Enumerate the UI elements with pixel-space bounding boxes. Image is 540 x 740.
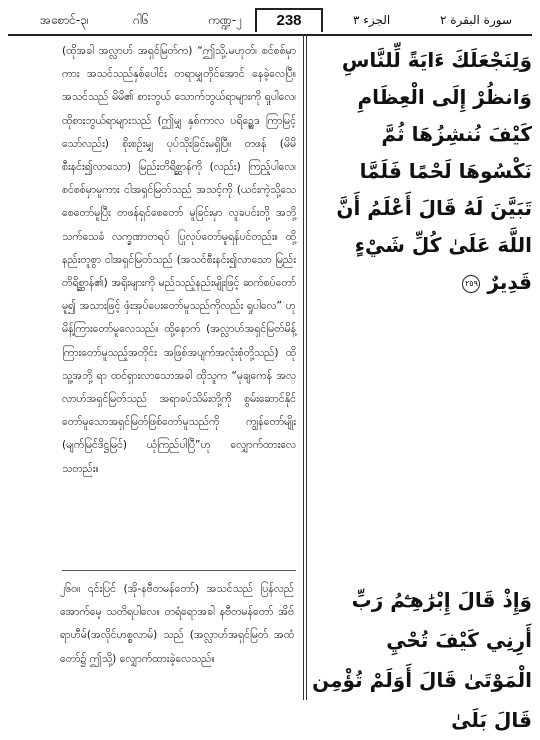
translation-verse-259: (ထိုအခါ အလ္လာဟ် အရှင်မြတ်က) “ဤသို့.မဟုတ်၊ စင်စစ်မှာကား အသင်သည်နှစ်ပေါင်း တရာမျှတိုင်အောင် နေခဲ့လေပြီ။ အသင်သည် မိမိ၏ စားဘွယ် သောက်ဘွယ်ရာများကို ရှုပါလေ၊ ထိုစားဘွယ်ရာများသည် (ဤမျှ နှစ်ကာလ ပရိဉ္ဆေဒ ကြာမြင့်သော်လည်း) စိုးစဉ်းမျှ ပုပ်သိုးခြင်းမရှိပြီ။ တဖန် (မိမိ စီးနင်း၍လာသော) မြည်းတိရိစ္ဆာန်ကို (လည်း) ကြည့်ပါလေ၊ စင်စစ်မှာမူကား ငါအရှင်မြတ်သည် အသင့်ကို (ယင်းကဲ့သို့သေစေတော်မူပြီး တဖန်ရှင်စေတော် မူခြင်းမှာ လူခပင်းတို့ အဘို့ သက်သေခံ လက္ခဏာတရပ် ပြုလုပ်တော်မူရန်ပင်တည်း။ ထို့နည်းတူစွာ ငါအရှင်မြတ်သည် (အသင်စီးနင်း၍လာသော မြည်းတိရိစ္ဆာန်၏) အရိုးများကို မည်သည့်နည်းမျိုးဖြင့် ဆက်စပ်တော်မူ၍ အသားဖြင့် ဖုံးအုပ်ပေးတော်မူသည်ကိုလည်း ရှုပါလေ” ဟု မိန့်ကြားတော်မူလေသည်။ ထို့နောက် (အလ္လာဟ်အရှင်မြတ်မိန့်ကြားတော်မူသည့်အတိုင်း အဖြစ်အပျက်အလုံးစုံတို့သည်) ထိုသူ့အဘို့ ရာ ထင်ရှားလာသောအခါ ထိုသူက “မုချကေန် အလ္လာဟ်အရှင်မြတ်သည် အရာခပ်သိမ်းတို့ကို စွမ်းဆောင်နိုင်တော်မူသောအရှင်မြတ်ဖြစ်တော်မူသည်ကို ကျွန်တော်မျိုး (မျက်မြင်ဒိဋ္ဌမြင်) ယုံကြည်ပါပြီ”ဟု လျှောက်ထားလေသတည်း။ bbox=[62, 45, 296, 475]
section-label: ကဏ္ဍ-၂ bbox=[208, 13, 243, 27]
arabic-verse-259-text: وَلِنَجْعَلَكَ ءَايَةً لِّلنَّاسِ وَانظُرْ إِلَى الْعِظَامِ كَيْفَ نُنشِزُهَا ثُمَّ نَكْسُوهَا لَحْمًا فَلَمَّا تَبَيَّنَ لَهُ قَالَ أَعْلَمُ أَنَّ اللَّهَ عَلَىٰ كُلِّ شَيْءٍ قَدِيرٌ bbox=[336, 48, 532, 294]
page-header bbox=[8, 8, 532, 36]
arabic-verse-259 bbox=[312, 42, 532, 301]
juz-label: الجزء ٣ bbox=[353, 13, 391, 27]
chapter-page-label: ဂါ၆ bbox=[133, 13, 149, 27]
column-divider-inner bbox=[306, 34, 307, 700]
translation-verse-260: ၂၆၀။ ၎င်းပြင် (အို-နဗီတမန်တော်) အသင်သည် ပြန်လည်အောက်မေ့ သတိရပါလေ။ တရံရောအခါ နဗီတမန်တော် အိဗ်ရာဟီမ်(အလိုင်ဟစ္စလာမ်) သည် (အလ္လာဟ်အရှင်မြတ် အထံတော်၌ ဤသို့) လျှောက်ထားခဲ့လေသည်။ bbox=[60, 583, 294, 665]
surah-label: سورة البقرة ٢ bbox=[440, 13, 513, 27]
volume-label: အစောင်-၃၊ bbox=[40, 13, 89, 27]
page-number: 238 bbox=[255, 8, 323, 32]
arabic-verse-260: وَإِذْ قَالَ إِبْرَٰهِـۧمُ رَبِّ أَرِنِي كَيْفَ تُحْيِ الْمَوْتَىٰ قَالَ أَوَلَمْ تُؤْمِن قَالَ بَلَىٰ bbox=[312, 588, 532, 732]
column-divider bbox=[303, 34, 304, 700]
verse-separator bbox=[62, 570, 296, 571]
ayah-number-marker: ٢٥٩ bbox=[462, 275, 480, 293]
